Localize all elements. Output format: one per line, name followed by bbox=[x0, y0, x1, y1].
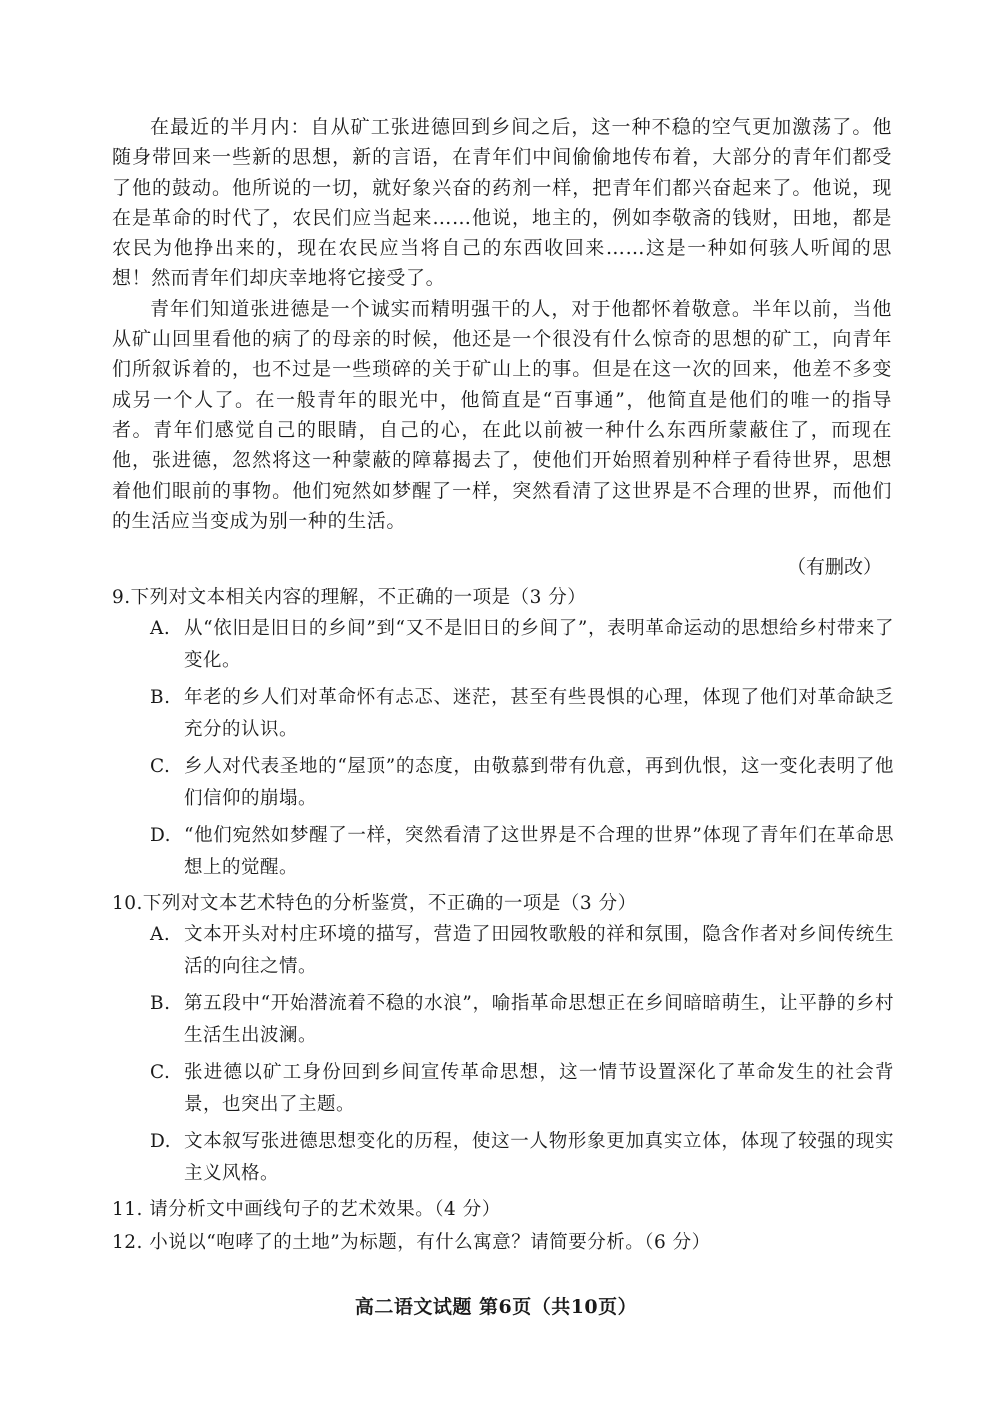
question-10-option-d bbox=[112, 1126, 894, 1190]
option-text: 文本开头对村庄环境的描写，营造了田园牧歌般的祥和氛围，隐含作者对乡间传统生活的向往之情。 bbox=[184, 924, 894, 977]
question-10-option-b bbox=[112, 988, 894, 1052]
question-stem-12: 12. 小说以“咆哮了的土地”为标题，有什么寓意？请简要分析。（6 分） bbox=[112, 1232, 711, 1253]
option-text: 乡人对代表圣地的“屋顶”的态度，由敬慕到带有仇意，再到仇恨，这一变化表明了他们信仰的崩塌。 bbox=[184, 756, 894, 809]
option-text: 从“依旧是旧日的乡间”到“又不是旧日的乡间了”，表明革命运动的思想给乡村带来了变化。 bbox=[184, 618, 894, 671]
reading-passage bbox=[112, 112, 892, 536]
option-letter: A. bbox=[150, 924, 171, 945]
option-letter: D. bbox=[150, 1131, 172, 1152]
question-9-option-c bbox=[112, 751, 894, 815]
question-9-option-d bbox=[112, 820, 894, 884]
question-stem-9: 9.下列对文本相关内容的理解，不正确的一项是（3 分） bbox=[112, 587, 587, 608]
option-text: 年老的乡人们对革命怀有忐忑、迷茫，甚至有些畏惧的心理，体现了他们对革命缺乏充分的认识。 bbox=[184, 687, 894, 740]
question-10-option-c bbox=[112, 1057, 894, 1121]
question-10-option-a bbox=[112, 919, 894, 983]
option-text: 文本叙写张进德思想变化的历程，使这一人物形象更加真实立体，体现了较强的现实主义风格。 bbox=[184, 1131, 894, 1184]
option-letter: B. bbox=[150, 687, 171, 708]
option-letter: A. bbox=[150, 618, 171, 639]
question-9-option-b bbox=[112, 682, 894, 746]
source-note: （有删改） bbox=[786, 556, 882, 578]
option-text: 张进德以矿工身份回到乡间宣传革命思想，这一情节设置深化了革命发生的社会背景，也突出了主题。 bbox=[184, 1062, 894, 1115]
option-text: “他们宛然如梦醒了一样，突然看清了这世界是不合理的世界”体现了青年们在革命思想上的觉醒。 bbox=[184, 825, 894, 878]
option-letter: D. bbox=[150, 825, 172, 846]
option-text: 第五段中“开始潜流着不稳的水浪”，喻指革命思想正在乡间暗暗萌生，让平静的乡村生活生出波澜。 bbox=[184, 993, 894, 1046]
passage-paragraph: 青年们知道张进德是一个诚实而精明强干的人，对于他都怀着敬意。半年以前，当他从矿山回里看他的病了的母亲的时候，他还是一个很没有什么惊奇的思想的矿工，向青年们所叙诉着的，也不过是一些琐碎的关于矿山上的事。但是在这一次的回来，他差不多变成另一个人了。在一般青年的眼光中，他简直是“百事通”，他简直是他们的唯一的指导者。青年们感觉自己的眼睛，自己的心，在此以前被一种什么东西所蒙蔽住了，而现在他，张进德，忽然将这一种蒙蔽的障幕揭去了，使他们开始照着别种样子看待世界，思想着他们眼前的事物。他们宛然如梦醒了一样，突然看清了这世界是不合理的世界，而他们的生活应当变成为别一种的生活。 bbox=[112, 297, 892, 532]
question-stem-11: 11. 请分析文中画线句子的艺术效果。（4 分） bbox=[112, 1199, 501, 1220]
question-9-option-a bbox=[112, 613, 894, 677]
question-list bbox=[112, 583, 894, 1258]
passage-paragraph: 在最近的半月内：自从矿工张进德回到乡间之后，这一种不稳的空气更加激荡了。他随身带回来一些新的思想，新的言语，在青年们中间偷偷地传布着，大部分的青年们都受了他的鼓动。他所说的一切，就好象兴奋的药剂一样，把青年们都兴奋起来了。他说，现在是革命的时代了，农民们应当起来……他说，地主的，例如李敬斋的钱财，田地，都是农民为他挣出来的，现在农民应当将自己的东西收回来……这是一种如何骇人听闻的思想！然而青年们却庆幸地将它接受了。 bbox=[112, 116, 892, 290]
option-letter: B. bbox=[150, 993, 171, 1014]
option-letter: C. bbox=[150, 1062, 171, 1083]
page-footer: 高二语文试题 第6页（共10页） bbox=[354, 1296, 638, 1318]
question-stem-10: 10.下列对文本艺术特色的分析鉴赏，不正确的一项是（3 分） bbox=[112, 893, 637, 914]
option-letter: C. bbox=[150, 756, 171, 777]
